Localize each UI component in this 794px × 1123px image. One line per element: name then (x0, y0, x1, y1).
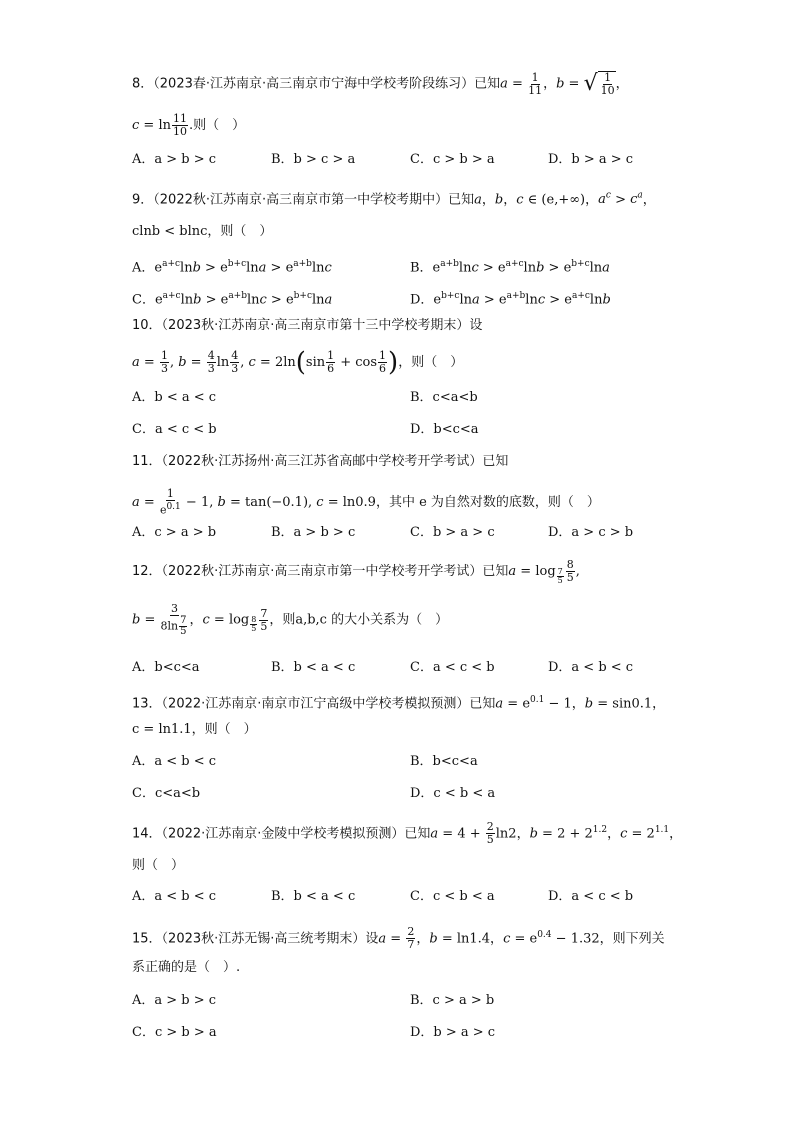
q11-option-b[interactable]: B．a > b > c (271, 525, 356, 540)
q8-option-b[interactable]: B．b > c > a (271, 152, 356, 167)
q13-option-c[interactable]: C．c<a<b (132, 786, 201, 801)
q8-stem: 8．（2023春·江苏南京·高三南京市宁海中学校考阶段练习）已知a = $\frac{1}{11}$ ，b = √ $\frac{1}{10}$ ， (132, 70, 629, 97)
q15-option-a[interactable]: A．a > b > c (132, 993, 217, 1008)
q8-stem-line2: c = ln $\frac{11}{10}$ .则（ ） (132, 112, 246, 138)
q12-stem: 12．（2022秋·江苏南京·高三南京市第一中学校考开学考试）已知a = log $_{\frac{7}{5}}$ $\frac{8}{5}$ , (132, 558, 580, 585)
q14-option-d[interactable]: D．a < c < b (548, 889, 634, 904)
q12-option-c[interactable]: C．a < c < b (410, 660, 495, 675)
q8-option-d[interactable]: D．b > a > c (548, 152, 634, 167)
q14-option-b[interactable]: B．b < a < c (271, 889, 356, 904)
q8-b-sqrt: √ $\frac{1}{10}$ (583, 71, 615, 97)
q10-stem-line2: a = $\frac{1}{3}$ , b = $\frac{4}{3}$ ln $\frac{4}{3}$ , c = 2ln(sin $\frac{1}{6}$ + cos $\frac{1}{6}$ )，则（ ） (132, 347, 464, 378)
q14-option-c[interactable]: C．c < b < a (410, 889, 495, 904)
q10-option-a[interactable]: A．b < a < c (132, 390, 217, 405)
q11-option-a[interactable]: A．c > a > b (132, 525, 217, 540)
q8-a-frac: $\frac{1}{11}$ (528, 70, 543, 97)
q12-stem-line2: b = 3 8ln $\frac{7}{5}$ ，c = log $_{\frac{8}{5}}$ $\frac{7}{5}$ ，则a,b,c 的大小关系为（ ） (132, 602, 449, 637)
q15-stem-line2: 系正确的是（ ）. (132, 960, 241, 975)
q13-stem-line2: c = ln1.1，则（ ） (132, 722, 257, 737)
q11-option-d[interactable]: D．a > c > b (548, 525, 634, 540)
q12-option-d[interactable]: D．a < b < c (548, 660, 634, 675)
q14-stem-line2: 则（ ） (132, 858, 185, 873)
q10-option-b[interactable]: B．c<a<b (410, 390, 478, 405)
q9-option-c[interactable]: C．$e^{a+c}\ln b > e^{a+b}\ln c > e^{b+c}\ln a$ (132, 291, 333, 308)
q10-option-d[interactable]: D．b<c<a (410, 422, 479, 437)
q12-option-b[interactable]: B．b < a < c (271, 660, 356, 675)
q13-option-d[interactable]: D．c < b < a (410, 786, 496, 801)
q15-option-d[interactable]: D．b > a > c (410, 1025, 496, 1040)
q13-stem: 13．（2022·江苏南京·南京市江宁高级中学校考模拟预测）已知$a = e^{0.1} - 1$，b = sin0.1， (132, 695, 666, 712)
q15-option-b[interactable]: B．c > a > b (410, 993, 495, 1008)
q9-option-a[interactable]: A．$e^{a+c}\ln b > e^{b+c}\ln a > e^{a+b}\ln c$ (132, 259, 332, 276)
q8-c-frac: $\frac{11}{10}$ (172, 112, 187, 138)
q14-option-a[interactable]: A．a < b < c (132, 889, 217, 904)
q9-option-b[interactable]: B．$e^{a+b}\ln c > e^{a+c}\ln b > e^{b+c}\ln a$ (410, 259, 610, 276)
q9-stem-line2: clnb < blnc，则（ ） (132, 224, 273, 239)
q9-stem: 9．（2022秋·江苏南京·高三南京市第一中学校考期中）已知a，b，c ∈ (e,+∞)，$a^c > c^a$， (132, 191, 656, 208)
q12-option-a[interactable]: A．b<c<a (132, 660, 200, 675)
q11-option-c[interactable]: C．b > a > c (410, 525, 495, 540)
q14-stem: 14．（2022·江苏南京·金陵中学校考模拟预测）已知a = 4 + $\frac{2}{5}$ ln2，$b = 2 + 2^{1.2}$，$c = 2^{1.1}$， (132, 820, 683, 847)
q10-option-c[interactable]: C．a < c < b (132, 422, 217, 437)
q10-stem: 10．（2023秋·江苏南京·高三南京市第十三中学校考期末）设 (132, 318, 483, 333)
q13-option-a[interactable]: A．a < b < c (132, 754, 217, 769)
q15-option-c[interactable]: C．c > b > a (132, 1025, 217, 1040)
q13-option-b[interactable]: B．b<c<a (410, 754, 478, 769)
q8-option-a[interactable]: A．a > b > c (132, 152, 217, 167)
q11-stem-line2: a = $\frac{1}{e^{0.1}}$ − 1, b = tan(−0.1), c = ln0.9，其中 e 为自然对数的底数，则（ ） (132, 487, 600, 517)
q8-option-c[interactable]: C．c > b > a (410, 152, 495, 167)
q11-stem: 11．（2022秋·江苏扬州·高三江苏省高邮中学校考开学考试）已知 (132, 454, 509, 469)
q15-stem: 15．（2023秋·江苏无锡·高三统考期末）设a = $\frac{2}{7}$ ，b = ln1.4，$c = e^{0.4} - 1.32$，则下列关 (132, 925, 665, 952)
q9-option-d[interactable]: D．$e^{b+c}\ln a > e^{a+b}\ln c > e^{a+c}\ln b$ (410, 291, 611, 308)
